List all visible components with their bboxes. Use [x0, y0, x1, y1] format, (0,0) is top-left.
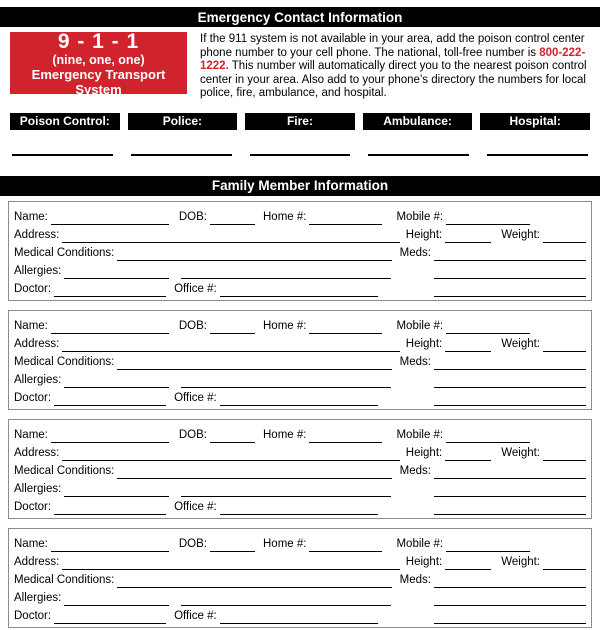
dob-fill-line[interactable] [210, 211, 255, 225]
meds-field-label: Meds: [399, 246, 431, 259]
meds-field-label: Meds: [399, 355, 431, 368]
address-fill-line[interactable] [62, 556, 399, 570]
address-field-label: Address: [14, 555, 60, 568]
medical-conditions-field-label: Medical Conditions: [14, 355, 115, 368]
member-row-name [14, 316, 586, 334]
dob-field-label: DOB: [178, 319, 207, 332]
member-row-doctor [14, 606, 586, 624]
member-row-doctor [14, 497, 586, 515]
height-fill-line[interactable] [445, 556, 491, 570]
allergies-fill-line[interactable] [64, 483, 169, 497]
mobile-phone-fill-line[interactable] [446, 538, 530, 552]
dob-fill-line[interactable] [210, 320, 255, 334]
address-fill-line[interactable] [62, 338, 399, 352]
member-row-medical [14, 570, 586, 588]
member-row-medical [14, 243, 586, 261]
emergency-contacts-fill-lines [10, 130, 590, 156]
medical-conditions-field-label: Medical Conditions: [14, 573, 115, 586]
family-section-title: Family Member Information [211, 178, 389, 194]
weight-fill-line[interactable] [543, 229, 586, 243]
meds-fill-line-2[interactable] [434, 374, 586, 388]
dob-field-label: DOB: [178, 428, 207, 441]
member-row-doctor [14, 388, 586, 406]
meds-fill-line-2[interactable] [434, 592, 586, 606]
height-field-label: Height: [405, 446, 443, 459]
mobile-phone-field-label: Mobile #: [396, 319, 444, 332]
home-phone-fill-line[interactable] [309, 320, 382, 334]
member-row-doctor [14, 279, 586, 297]
home-phone-fill-line[interactable] [309, 538, 382, 552]
contact-label-police: Police: [128, 113, 238, 130]
member-row-name [14, 207, 586, 225]
office-phone-fill-line[interactable] [220, 392, 378, 406]
emergency-contacts-row [10, 113, 590, 130]
weight-fill-line[interactable] [543, 338, 586, 352]
doctor-field-label: Doctor: [14, 282, 52, 295]
home-phone-field-label: Home #: [263, 319, 307, 332]
911-pronunciation: (nine, one, one) [52, 52, 145, 67]
name-field-label: Name: [14, 537, 48, 550]
meds-fill-line-3[interactable] [434, 501, 586, 515]
member-row-allergies [14, 370, 586, 388]
poison-control-phone-line[interactable] [12, 130, 113, 156]
911-number: 9 - 1 - 1 [57, 29, 140, 53]
name-field-label: Name: [14, 210, 48, 223]
mobile-phone-field-label: Mobile #: [396, 537, 444, 550]
address-field-label: Address: [14, 337, 60, 350]
contact-label-hospital: Hospital: [480, 113, 590, 130]
height-field-label: Height: [405, 337, 443, 350]
meds-fill-line-2[interactable] [434, 265, 586, 279]
allergies-field-label: Allergies: [14, 591, 62, 604]
meds-fill-line[interactable] [434, 247, 586, 261]
meds-field-label: Meds: [399, 464, 431, 477]
allergies-fill-line[interactable] [64, 374, 169, 388]
member-row-allergies [14, 588, 586, 606]
meds-fill-line-3[interactable] [434, 610, 586, 624]
mobile-phone-fill-line[interactable] [446, 320, 530, 334]
doctor-field-label: Doctor: [14, 609, 52, 622]
doctor-fill-line[interactable] [54, 283, 166, 297]
office-phone-fill-line[interactable] [220, 610, 378, 624]
meds-fill-line-3[interactable] [434, 392, 586, 406]
member-row-allergies [14, 479, 586, 497]
office-phone-field-label: Office #: [174, 609, 217, 622]
name-fill-line[interactable] [51, 211, 169, 225]
dob-field-label: DOB: [178, 210, 207, 223]
home-phone-field-label: Home #: [263, 428, 307, 441]
allergies-field-label: Allergies: [14, 482, 62, 495]
medical-conditions-fill-line[interactable] [117, 356, 391, 370]
family-member-block [8, 310, 592, 410]
height-fill-line[interactable] [445, 229, 491, 243]
page-title: Emergency Contact Information [197, 9, 403, 25]
family-member-header-bar [0, 176, 600, 196]
poison-control-phone-number: 800-222-1222. [200, 46, 586, 73]
medical-conditions-field-label: Medical Conditions: [14, 246, 115, 259]
medical-conditions-fill-line[interactable] [117, 574, 391, 588]
weight-field-label: Weight: [501, 446, 540, 459]
allergies-fill-line-2[interactable] [181, 265, 391, 279]
doctor-field-label: Doctor: [14, 391, 52, 404]
doctor-fill-line[interactable] [54, 501, 166, 515]
weight-field-label: Weight: [501, 337, 540, 350]
meds-field-label: Meds: [399, 573, 431, 586]
home-phone-field-label: Home #: [263, 210, 307, 223]
home-phone-fill-line[interactable] [309, 211, 382, 225]
intro-section [10, 29, 592, 101]
contact-label-poison-control: Poison Control: [10, 113, 120, 130]
dob-field-label: DOB: [178, 537, 207, 550]
member-row-address [14, 552, 586, 570]
weight-field-label: Weight: [501, 228, 540, 241]
family-member-block [8, 528, 592, 628]
meds-fill-line[interactable] [434, 465, 586, 479]
office-phone-field-label: Office #: [174, 500, 217, 513]
member-row-address [14, 334, 586, 352]
height-fill-line[interactable] [445, 447, 491, 461]
dob-fill-line[interactable] [210, 429, 255, 443]
dob-fill-line[interactable] [210, 538, 255, 552]
ambulance-phone-line[interactable] [368, 130, 469, 156]
allergies-fill-line[interactable] [64, 592, 169, 606]
allergies-fill-line[interactable] [64, 265, 169, 279]
meds-fill-line-3[interactable] [434, 283, 586, 297]
height-field-label: Height: [405, 555, 443, 568]
office-phone-fill-line[interactable] [220, 501, 378, 515]
address-fill-line[interactable] [62, 229, 399, 243]
member-row-medical [14, 461, 586, 479]
family-member-block [8, 419, 592, 519]
meds-fill-line-2[interactable] [434, 483, 586, 497]
allergies-field-label: Allergies: [14, 373, 62, 386]
911-system-name: Emergency Transport System [31, 66, 166, 97]
weight-field-label: Weight: [501, 555, 540, 568]
name-field-label: Name: [14, 428, 48, 441]
fire-phone-line[interactable] [250, 130, 351, 156]
family-members [8, 201, 592, 628]
member-row-medical [14, 352, 586, 370]
weight-fill-line[interactable] [543, 556, 586, 570]
contact-label-fire: Fire: [245, 113, 355, 130]
meds-fill-line[interactable] [434, 356, 586, 370]
office-phone-fill-line[interactable] [220, 283, 378, 297]
allergies-fill-line-2[interactable] [181, 374, 391, 388]
medical-conditions-fill-line[interactable] [117, 465, 391, 479]
address-field-label: Address: [14, 228, 60, 241]
mobile-phone-field-label: Mobile #: [396, 210, 444, 223]
intro-text-after: This number will automatically direct you to the nearest poison control center in your area. Also add to your phone’s directory the numbers for local police, fire, ambulance, and hospital. [200, 60, 587, 100]
doctor-fill-line[interactable] [54, 392, 166, 406]
allergies-fill-line-2[interactable] [181, 592, 391, 606]
allergies-field-label: Allergies: [14, 264, 62, 277]
address-field-label: Address: [14, 446, 60, 459]
member-row-address [14, 225, 586, 243]
hospital-phone-line[interactable] [487, 130, 588, 156]
height-fill-line[interactable] [445, 338, 491, 352]
doctor-field-label: Doctor: [14, 500, 52, 513]
intro-paragraph [200, 33, 592, 101]
home-phone-fill-line[interactable] [309, 429, 382, 443]
address-fill-line[interactable] [62, 447, 399, 461]
height-field-label: Height: [405, 228, 443, 241]
name-fill-line[interactable] [51, 429, 169, 443]
office-phone-field-label: Office #: [174, 391, 217, 404]
emergency-contact-header-bar [0, 7, 600, 27]
911-red-box [10, 29, 187, 97]
name-fill-line[interactable] [51, 320, 169, 334]
medical-conditions-field-label: Medical Conditions: [14, 464, 115, 477]
mobile-phone-field-label: Mobile #: [396, 428, 444, 441]
doctor-fill-line[interactable] [54, 610, 166, 624]
family-member-block [8, 201, 592, 301]
member-row-address [14, 443, 586, 461]
police-phone-line[interactable] [131, 130, 232, 156]
medical-conditions-fill-line[interactable] [117, 247, 391, 261]
meds-fill-line[interactable] [434, 574, 586, 588]
allergies-fill-line-2[interactable] [181, 483, 391, 497]
name-fill-line[interactable] [51, 538, 169, 552]
contact-label-ambulance: Ambulance: [363, 113, 473, 130]
member-row-allergies [14, 261, 586, 279]
mobile-phone-fill-line[interactable] [446, 211, 530, 225]
mobile-phone-fill-line[interactable] [446, 429, 530, 443]
weight-fill-line[interactable] [543, 447, 586, 461]
home-phone-field-label: Home #: [263, 537, 307, 550]
intro-text-before: If the 911 system is not available in your area, add the poison control center phone number to your cell phone. The national, toll-free number is [200, 33, 585, 59]
member-row-name [14, 425, 586, 443]
member-row-name [14, 534, 586, 552]
office-phone-field-label: Office #: [174, 282, 217, 295]
name-field-label: Name: [14, 319, 48, 332]
